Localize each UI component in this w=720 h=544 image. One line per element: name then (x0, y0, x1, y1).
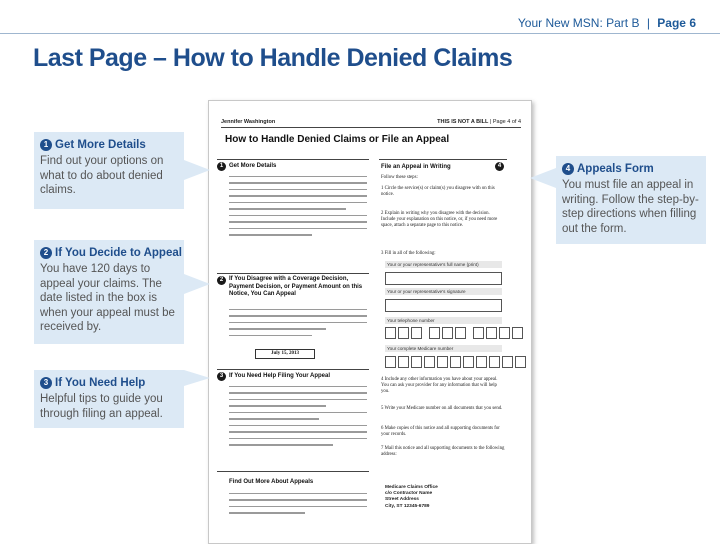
doc-step-4: 4 Include any other information you have about your appeal. You can ask your provider for any information that will help you. (381, 377, 498, 394)
doc-section-appeal: If You Disagree with a Coverage Decision, Payment Decision, or Payment Amount on this Notice, You Can Appeal (229, 276, 363, 297)
doc-badge-3: 3 (217, 372, 226, 381)
mailing-address (385, 485, 438, 510)
doc-step-2: 2 Explain in writing why you disagree with the decision. Include your explanation on this notice, or, if you need more space, attach a separate page to this notice. (381, 211, 498, 228)
doc-text-block (229, 176, 367, 241)
address-line: c/o Contractor Name (385, 491, 433, 497)
appeal-deadline-date: July 15, 2013 (255, 349, 315, 359)
callout-number: 2 (40, 247, 52, 259)
doc-rule (217, 471, 369, 472)
doc-page-of: | Page 4 of 4 (489, 119, 521, 125)
callout-if-you-decide-to-appeal (34, 240, 184, 344)
field-telephone-label: Your telephone number (385, 317, 502, 324)
callout-heading: If You Decide to Appeal (55, 247, 182, 259)
doc-header-rule (221, 127, 521, 128)
doc-rule (217, 369, 369, 370)
callout-number: 4 (562, 163, 574, 175)
page-title: Last Page – How to Handle Denied Claims (33, 44, 513, 72)
field-full-name-input (385, 272, 502, 285)
page-header (518, 16, 696, 30)
doc-not-bill: THIS IS NOT A BILL (437, 119, 489, 125)
doc-section-find-out-more: Find Out More About Appeals (229, 479, 314, 485)
doc-recipient-name: Jennifer Washington (221, 119, 276, 125)
callout-heading: Get More Details (55, 139, 146, 151)
doc-section-file-appeal: File an Appeal in Writing (381, 164, 451, 170)
header-separator: | (646, 16, 650, 30)
callout-heading: If You Need Help (55, 377, 146, 389)
header-divider (0, 33, 720, 34)
header-page-number: Page 6 (657, 16, 696, 30)
doc-step-6: 6 Make copies of this notice and all supporting documents for your records. (381, 426, 500, 437)
doc-text-block (229, 386, 367, 451)
field-medicare-number-boxes (385, 356, 526, 368)
address-line: Street Address (385, 497, 419, 503)
doc-badge-4: 4 (495, 162, 504, 171)
field-medicare-number-label: Your complete Medicare number (385, 345, 502, 352)
doc-rule (217, 159, 369, 160)
callout-number: 1 (40, 139, 52, 151)
field-signature-input (385, 299, 502, 312)
doc-follow-steps: Follow these steps: (381, 175, 418, 180)
header-section: Your New MSN: Part B (517, 16, 640, 30)
doc-step-1: 1 Circle the service(s) or claim(s) you disagree with on this notice. (381, 186, 495, 197)
callout-get-more-details (34, 132, 184, 209)
notice-document (208, 100, 532, 544)
doc-text-block (229, 309, 367, 341)
field-full-name-label: Your or your representative's full name (print) (385, 261, 502, 268)
doc-step-5: 5 Write your Medicare number on all documents that you send. (381, 406, 503, 411)
doc-section-get-details: Get More Details (229, 163, 277, 169)
callout-body: You must file an appeal in writing. Follow the step-by-step directions when filling out the form. (562, 179, 699, 235)
callout-body: Find out your options on what to do about denied claims. (40, 155, 164, 196)
callout-body: Helpful tips to guide you through filing an appeal. (40, 393, 163, 420)
doc-title: How to Handle Denied Claims or File an Appeal (225, 134, 450, 145)
doc-rule (217, 273, 369, 274)
doc-header-right (437, 119, 521, 125)
field-telephone-boxes (385, 327, 523, 339)
doc-step-7: 7 Mail this notice and all supporting documents to the following address: (381, 446, 505, 457)
field-signature-label: Your or your representative's signature (385, 288, 502, 295)
callout-pointer (184, 370, 210, 386)
callout-pointer (184, 274, 210, 294)
callout-number: 3 (40, 377, 52, 389)
callout-pointer (530, 168, 556, 188)
doc-rule (379, 159, 507, 160)
doc-step-3: 3 Fill in all of the following: (381, 251, 436, 256)
doc-section-help: If You Need Help Filing Your Appeal (229, 373, 331, 379)
address-line: City, ST 12345-6789 (385, 503, 430, 509)
address-line: Medicare Claims Office (385, 485, 438, 490)
doc-badge-2: 2 (217, 276, 226, 285)
doc-badge-1: 1 (217, 162, 226, 171)
callout-appeals-form (556, 156, 706, 244)
callout-if-you-need-help (34, 370, 184, 428)
callout-body: You have 120 days to appeal your claims. The date listed in the box is when your appeal must be received by. (40, 263, 175, 333)
doc-text-block (229, 493, 367, 519)
callout-pointer (184, 160, 210, 180)
callout-heading: Appeals Form (577, 163, 654, 175)
